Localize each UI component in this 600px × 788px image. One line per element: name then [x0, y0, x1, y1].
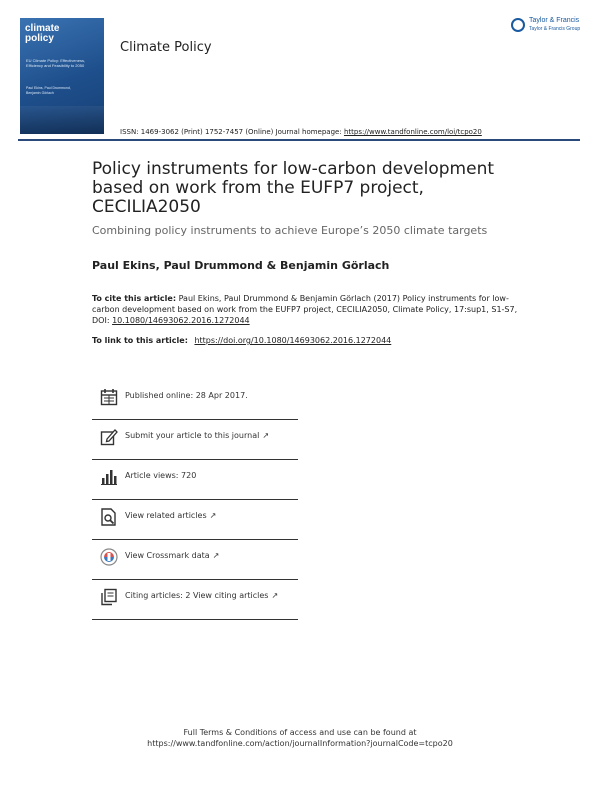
citing-icon	[100, 588, 118, 606]
publisher-logo-name: Taylor & Francis	[529, 17, 580, 24]
publisher-logo[interactable]	[511, 16, 587, 38]
search-document-icon	[100, 508, 118, 526]
info-row-label[interactable]: View Crossmark data ↗	[125, 551, 220, 560]
publisher-logo-icon	[511, 18, 525, 32]
citation-block	[92, 293, 522, 326]
info-row-label[interactable]: View related articles ↗	[125, 511, 217, 520]
calendar-icon	[100, 388, 118, 406]
link-label: To link to this article:	[92, 336, 188, 345]
external-link-icon: ↗	[209, 511, 217, 520]
journal-name[interactable]: Climate Policy	[120, 40, 212, 55]
cover-authors: Paul Ekins, Paul Drummond, Benjamin Görlach	[26, 86, 71, 95]
article-link-line	[92, 336, 391, 345]
footer-terms-text: Full Terms & Conditions of access and use can be found at	[183, 728, 417, 737]
cover-title: climate policy	[25, 23, 60, 44]
publisher-logo-group: Taylor & Francis Group	[529, 26, 581, 32]
external-link-icon: ↗	[212, 551, 220, 560]
header-divider	[18, 139, 580, 141]
cite-doi-link[interactable]: 10.1080/14693062.2016.1272044	[112, 316, 250, 325]
cite-label: To cite this article:	[92, 294, 177, 303]
journal-cover-image	[20, 18, 104, 134]
info-row-views	[92, 460, 298, 500]
cite-text: Paul Ekins, Paul Drummond & Benjamin Görlach (2017) Policy instruments for low-carbon development based on work from the EUFP7 project, CECILIA2050, Climate Policy, 17:sup1, S1-S7, DOI:	[92, 294, 518, 325]
info-row-crossmark[interactable]	[92, 540, 298, 580]
article-title: Policy instruments for low-carbon development based on work from the EUFP7 project, CECILIA2050	[92, 159, 495, 217]
issn-text: ISSN: 1469-3062 (Print) 1752-7457 (Online) Journal homepage:	[120, 128, 342, 136]
journal-homepage-link[interactable]: https://www.tandfonline.com/loi/tcpo20	[343, 128, 482, 136]
info-row-published	[92, 380, 298, 420]
external-link-icon: ↗	[271, 591, 279, 600]
footer	[0, 727, 600, 749]
crossmark-icon	[100, 548, 118, 566]
article-authors: Paul Ekins, Paul Drummond & Benjamin Görlach	[92, 259, 390, 272]
edit-icon	[100, 428, 118, 446]
issn-line	[120, 128, 482, 136]
info-row-related[interactable]	[92, 500, 298, 540]
cover-subtitle: EU Climate Policy: Effectiveness, Efficiency and Feasibility to 2050	[26, 58, 86, 68]
footer-terms-link[interactable]: https://www.tandfonline.com/action/journalInformation?journalCode=tcpo20	[147, 739, 453, 748]
bar-chart-icon	[100, 468, 118, 486]
info-row-citing[interactable]	[92, 580, 298, 620]
article-doi-link[interactable]: https://doi.org/10.1080/14693062.2016.1272044	[194, 336, 392, 345]
external-link-icon: ↗	[262, 431, 270, 440]
info-row-label: Article views: 720	[125, 471, 197, 480]
article-subtitle: Combining policy instruments to achieve Europe’s 2050 climate targets	[92, 224, 488, 237]
info-row-label[interactable]: Submit your article to this journal ↗	[125, 431, 270, 440]
cover-band	[20, 106, 104, 134]
info-row-label[interactable]: Citing articles: 2 View citing articles ↗	[125, 591, 279, 600]
info-row-label: Published online: 28 Apr 2017.	[125, 391, 248, 400]
article-info-list	[92, 380, 298, 620]
info-row-submit[interactable]	[92, 420, 298, 460]
